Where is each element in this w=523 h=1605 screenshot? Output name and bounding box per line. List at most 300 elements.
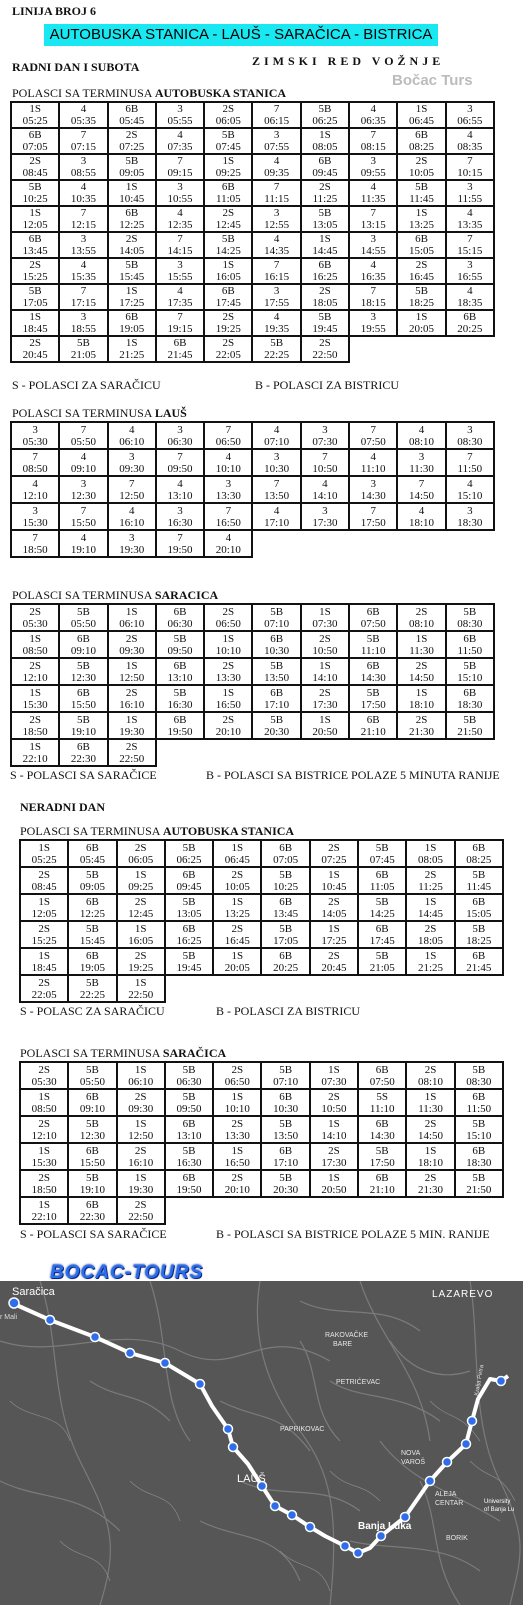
departure-cell — [301, 102, 349, 128]
departure-cell — [397, 476, 445, 503]
departure-line-code: 6B — [125, 103, 139, 115]
departure-time: 12:50 — [119, 671, 145, 684]
departure-cell — [446, 503, 494, 530]
departure-line-code: 6B — [375, 868, 389, 881]
departure-time: 08:35 — [457, 141, 483, 153]
stop-marker[interactable] — [341, 1542, 350, 1551]
timetable-row — [11, 631, 494, 658]
departure-cell — [349, 232, 397, 258]
departure-line-code: 2S — [29, 659, 41, 672]
departure-line-code: 4 — [273, 311, 280, 323]
departure-time: 11:05 — [369, 880, 395, 893]
departure-line-code: 7 — [370, 504, 376, 517]
stop-marker[interactable] — [46, 1316, 55, 1325]
departure-line-code: 7 — [128, 477, 135, 490]
departure-time: 09:50 — [167, 644, 193, 657]
departure-time: 10:25 — [22, 193, 48, 205]
departure-cell — [204, 631, 252, 658]
departure-time: 22:50 — [128, 1210, 154, 1223]
departure-cell — [397, 180, 445, 206]
departure-line-code: 6B — [375, 1117, 389, 1130]
departure-time: 10:10 — [215, 462, 241, 475]
departure-cell — [204, 310, 252, 336]
departure-cell — [406, 840, 454, 867]
departure-line-code: 7 — [177, 450, 183, 463]
departure-cell — [358, 1170, 406, 1197]
departure-cell — [446, 712, 494, 739]
departure-line-code: 2S — [231, 868, 244, 881]
departure-line-code: 2S — [328, 949, 340, 962]
departure-line-code: 6B — [318, 155, 332, 167]
departure-line-code: 2S — [125, 632, 138, 645]
empty-cell — [165, 1197, 213, 1224]
departure-time: 15:30 — [22, 698, 48, 711]
departure-cell — [156, 154, 204, 180]
departure-line-code: 1S — [125, 337, 138, 349]
departure-line-code: 3 — [32, 504, 38, 517]
departure-line-code: 4 — [177, 207, 183, 219]
departure-time: 05:35 — [70, 115, 96, 127]
empty-cell — [204, 739, 252, 766]
departure-time: 18:10 — [408, 698, 435, 711]
departure-cell — [349, 422, 397, 449]
departure-line-code: 1S — [231, 949, 244, 962]
stop-marker[interactable] — [196, 1380, 205, 1389]
departure-line-code: 6B — [463, 311, 477, 323]
departure-line-code: 3 — [80, 311, 87, 323]
departure-cell — [397, 604, 445, 631]
stop-marker[interactable] — [229, 1443, 238, 1452]
departure-cell — [406, 1062, 454, 1089]
departure-line-code: 6B — [375, 922, 389, 935]
departure-time: 19:10 — [70, 725, 96, 738]
departure-line-code: 2S — [134, 949, 147, 962]
departure-time: 14:05 — [321, 907, 347, 920]
departure-line-code: 1S — [319, 129, 331, 141]
timetable-row — [11, 206, 494, 232]
departure-line-code: 6B — [86, 1198, 99, 1211]
departure-time: 13:55 — [70, 245, 96, 257]
departure-cell — [301, 449, 349, 476]
departure-time: 20:10 — [215, 543, 241, 556]
departure-time: 08:15 — [360, 141, 386, 153]
departure-line-code: 4 — [370, 450, 376, 463]
departure-line-code: 1S — [424, 1144, 437, 1157]
departure-cell — [117, 1062, 165, 1089]
departure-cell — [252, 128, 300, 154]
route-stops — [9, 1298, 506, 1558]
departure-time: 05:55 — [167, 115, 193, 127]
departure-time: 08:50 — [22, 644, 48, 657]
departure-line-code: 1S — [29, 686, 41, 699]
departure-time: 21:50 — [457, 725, 483, 738]
departure-line-code: 4 — [370, 259, 376, 271]
stop-marker[interactable] — [306, 1523, 315, 1532]
departure-cell — [59, 336, 107, 362]
departure-line-code: 4 — [273, 155, 280, 167]
departure-line-code: 5B — [182, 841, 196, 854]
departure-cell — [156, 503, 204, 530]
departure-line-code: 3 — [467, 504, 473, 517]
departure-cell — [108, 154, 156, 180]
departure-cell — [213, 921, 261, 948]
departure-cell — [301, 128, 349, 154]
route-map[interactable] — [0, 1281, 523, 1605]
timetable-row — [11, 530, 494, 557]
departure-time: 12:35 — [167, 219, 193, 231]
departure-cell — [117, 1197, 165, 1224]
departure-time: 08:10 — [417, 1075, 444, 1088]
departure-time: 06:05 — [128, 853, 154, 866]
departure-cell — [204, 232, 252, 258]
departure-time: 18:55 — [70, 323, 96, 335]
departure-cell — [165, 840, 213, 867]
stop-marker[interactable] — [462, 1440, 471, 1449]
departure-time: 05:25 — [31, 853, 57, 866]
departure-time: 22:50 — [119, 752, 145, 765]
map-label-petricevac: PETRIĆEVAC — [336, 1379, 381, 1386]
stop-marker[interactable] — [224, 1425, 233, 1434]
departure-line-code: 6B — [125, 207, 139, 219]
departure-time: 18:30 — [457, 516, 483, 529]
departure-time: 08:30 — [457, 435, 483, 448]
stop-marker[interactable] — [271, 1502, 280, 1511]
departure-time: 20:10 — [215, 725, 241, 738]
departure-time: 22:25 — [79, 988, 105, 1001]
departure-time: 17:10 — [264, 698, 290, 711]
departure-line-code: 5B — [125, 155, 139, 167]
departure-line-code: 6B — [77, 686, 90, 699]
departure-time: 22:10 — [31, 1210, 57, 1223]
departure-cell — [397, 631, 445, 658]
stop-marker[interactable] — [468, 1417, 477, 1426]
legend-b: B - POLASCI SA BISTRICE POLAZE 5 MIN. RANIJE — [216, 1227, 490, 1241]
departure-time: 16:50 — [215, 516, 241, 529]
departure-line-code: 4 — [80, 181, 87, 193]
departure-time: 09:45 — [176, 880, 202, 893]
departure-cell — [11, 102, 59, 128]
timetable-row — [11, 284, 494, 310]
departure-line-code: 3 — [322, 504, 328, 517]
departure-line-code: 6B — [28, 129, 42, 141]
departure-cell — [11, 128, 59, 154]
departure-time: 19:45 — [312, 323, 338, 335]
departure-time: 15:50 — [70, 516, 96, 529]
departure-time: 07:25 — [119, 141, 145, 153]
timetable-row — [20, 894, 503, 921]
departure-cell — [11, 712, 59, 739]
departure-time: 16:25 — [312, 271, 338, 283]
departure-cell — [349, 503, 397, 530]
departure-cell — [117, 1143, 165, 1170]
departure-time: 21:05 — [369, 961, 395, 974]
departure-line-code: 4 — [128, 423, 135, 436]
departure-cell — [358, 1143, 406, 1170]
departure-cell — [310, 1062, 358, 1089]
departure-cell — [59, 422, 107, 449]
departure-line-code: 3 — [273, 450, 280, 463]
departure-line-code: 6B — [182, 1117, 196, 1130]
departure-line-code: 5B — [279, 1171, 293, 1184]
departure-cell — [349, 102, 397, 128]
departure-time: 06:35 — [360, 115, 386, 127]
legend-holiday-saracica — [20, 1227, 523, 1243]
departure-cell — [446, 631, 494, 658]
departure-cell — [455, 867, 503, 894]
timetable-row — [20, 1089, 503, 1116]
departure-time: 11:50 — [457, 462, 483, 475]
departure-line-code: 4 — [225, 450, 232, 463]
departure-time: 20:30 — [273, 1183, 299, 1196]
departure-line-code: 4 — [225, 531, 232, 544]
departure-time: 17:10 — [264, 516, 290, 529]
departure-time: 06:50 — [215, 435, 241, 448]
departure-cell — [156, 310, 204, 336]
departure-line-code: 4 — [467, 129, 473, 141]
departure-line-code: 5B — [182, 895, 196, 908]
departure-cell — [204, 284, 252, 310]
empty-cell — [301, 530, 349, 557]
departure-cell — [108, 449, 156, 476]
departure-line-code: 2S — [424, 1117, 437, 1130]
departure-line-code: 4 — [177, 477, 183, 490]
departure-time: 21:10 — [360, 725, 386, 738]
departure-time: 16:10 — [128, 1156, 154, 1169]
stop-marker[interactable] — [354, 1549, 363, 1558]
departure-cell — [397, 284, 445, 310]
departure-line-code: 1S — [328, 1063, 340, 1076]
departure-line-code: 2S — [231, 922, 244, 935]
departure-time: 09:05 — [79, 880, 105, 893]
departure-line-code: 5B — [366, 686, 380, 699]
departure-cell — [68, 894, 116, 921]
departure-line-code: 2S — [319, 686, 331, 699]
departure-cell — [117, 1170, 165, 1197]
departure-time: 08:45 — [31, 880, 57, 893]
departure-line-code: 2S — [222, 605, 235, 618]
timetable-row — [11, 128, 494, 154]
departure-cell — [108, 685, 156, 712]
departure-cell — [11, 284, 59, 310]
departure-line-code: 5B — [375, 949, 389, 962]
departure-line-code: 1S — [319, 233, 331, 245]
departure-cell — [358, 867, 406, 894]
stop-marker[interactable] — [443, 1458, 452, 1467]
departure-line-code: 2S — [222, 337, 235, 349]
departure-time: 22:50 — [312, 349, 338, 361]
departure-line-code: 3 — [177, 504, 183, 517]
map-label-borik: BORIK — [446, 1535, 468, 1542]
departure-time: 12:45 — [215, 219, 241, 231]
departure-line-code: 4 — [128, 504, 135, 517]
departure-cell — [252, 503, 300, 530]
departure-time: 16:55 — [457, 271, 483, 283]
departure-line-code: 7 — [273, 103, 280, 115]
departure-time: 16:30 — [167, 516, 193, 529]
timetable-row — [20, 1143, 503, 1170]
holiday-label: NERADNI DAN — [20, 800, 106, 814]
stop-marker[interactable] — [91, 1333, 100, 1342]
departure-time: 13:35 — [457, 219, 483, 231]
departure-time: 09:30 — [119, 462, 145, 475]
departure-line-code: 3 — [128, 531, 135, 544]
departure-line-code: 4 — [177, 129, 183, 141]
departure-time: 10:10 — [215, 644, 241, 657]
departure-time: 22:25 — [264, 349, 290, 361]
departure-time: 15:05 — [408, 245, 435, 257]
departure-line-code: 6B — [86, 841, 99, 854]
timetable-weekday-laus — [10, 421, 495, 558]
departure-line-code: 5B — [318, 207, 332, 219]
departure-line-code: 2S — [424, 922, 437, 935]
departure-time: 08:25 — [466, 853, 492, 866]
stop-marker[interactable] — [426, 1477, 435, 1486]
departure-cell — [68, 1197, 116, 1224]
departure-cell — [349, 449, 397, 476]
empty-cell — [446, 739, 494, 766]
departure-line-code: 1S — [415, 686, 428, 699]
departure-cell — [117, 921, 165, 948]
departure-time: 11:15 — [264, 193, 289, 205]
departure-cell — [117, 867, 165, 894]
departure-time: 06:10 — [128, 1075, 154, 1088]
departure-cell — [108, 712, 156, 739]
empty-cell — [455, 975, 503, 1002]
departure-time: 06:30 — [176, 1075, 202, 1088]
stop-marker[interactable] — [288, 1511, 297, 1520]
departure-cell — [11, 739, 59, 766]
departure-line-code: 6B — [270, 686, 284, 699]
departure-cell — [310, 840, 358, 867]
departure-line-code: 5B — [415, 181, 428, 193]
departure-time: 21:30 — [408, 725, 435, 738]
departure-line-code: 4 — [80, 103, 87, 115]
departure-line-code: 7 — [467, 233, 473, 245]
departure-time: 09:50 — [176, 1102, 202, 1115]
departure-time: 17:15 — [70, 297, 96, 309]
departure-time: 19:05 — [79, 961, 105, 974]
departure-time: 13:45 — [22, 245, 48, 257]
departure-line-code: 5B — [472, 922, 486, 935]
departure-line-code: 5B — [270, 337, 284, 349]
departure-line-code: 6B — [375, 1171, 389, 1184]
departure-cell — [156, 685, 204, 712]
stop-marker[interactable] — [377, 1532, 386, 1541]
stop-marker[interactable] — [497, 1377, 506, 1386]
departure-time: 18:45 — [31, 961, 57, 974]
departure-cell — [446, 232, 494, 258]
departure-line-code: 2S — [38, 1117, 50, 1130]
departure-time: 11:45 — [466, 880, 492, 893]
departure-line-code: 2S — [29, 713, 41, 726]
departure-line-code: 3 — [177, 181, 183, 193]
departure-cell — [11, 503, 59, 530]
departure-time: 07:30 — [312, 617, 338, 630]
departure-time: 22:30 — [79, 1210, 105, 1223]
departure-time: 16:30 — [176, 1156, 202, 1169]
stop-marker[interactable] — [9, 1298, 19, 1308]
legend-s: S - POLASCI SA SARAČICE — [20, 1227, 167, 1241]
departure-time: 07:55 — [264, 141, 290, 153]
section-title-holiday-saracica: POLASCI SA TERMINUSA SARAČICA — [20, 1046, 227, 1060]
departure-time: 07:35 — [167, 141, 193, 153]
departure-cell — [204, 206, 252, 232]
departure-line-code: 5B — [472, 1117, 486, 1130]
departure-cell — [204, 685, 252, 712]
departure-cell — [358, 1062, 406, 1089]
departure-cell — [59, 102, 107, 128]
departure-line-code: 7 — [80, 423, 87, 436]
departure-time: 05:45 — [79, 853, 105, 866]
departure-cell — [68, 1116, 116, 1143]
stop-marker[interactable] — [161, 1359, 170, 1368]
departure-cell — [20, 1062, 68, 1089]
departure-line-code: 2S — [328, 841, 340, 854]
timetable-row — [11, 503, 494, 530]
departure-time: 14:35 — [264, 245, 290, 257]
departure-time: 09:30 — [119, 644, 145, 657]
departure-cell — [349, 180, 397, 206]
departure-time: 10:45 — [119, 193, 145, 205]
departure-cell — [252, 258, 300, 284]
departure-line-code: 1S — [29, 103, 41, 115]
departure-time: 13:30 — [215, 489, 241, 502]
departure-cell — [59, 476, 107, 503]
departure-cell — [349, 685, 397, 712]
legend-weekday-autobuska — [12, 378, 522, 394]
departure-line-code: 1S — [222, 155, 235, 167]
departure-time: 05:30 — [31, 1075, 57, 1088]
stop-marker[interactable] — [126, 1349, 135, 1358]
departure-line-code: 3 — [467, 423, 473, 436]
departure-line-code: 2S — [125, 740, 138, 753]
departure-line-code: 1S — [231, 895, 244, 908]
departure-time: 06:05 — [215, 115, 241, 127]
departure-time: 22:50 — [128, 988, 154, 1001]
departure-cell — [11, 232, 59, 258]
departure-time: 17:35 — [167, 297, 193, 309]
departure-cell — [165, 1170, 213, 1197]
departure-time: 16:10 — [119, 516, 145, 529]
departure-time: 18:45 — [22, 323, 48, 335]
empty-cell — [156, 739, 204, 766]
departure-cell — [310, 1116, 358, 1143]
departure-line-code: 2S — [125, 686, 138, 699]
departure-line-code: 6B — [415, 233, 428, 245]
departure-cell — [446, 476, 494, 503]
departure-time: 13:10 — [176, 1129, 202, 1142]
departure-cell — [11, 631, 59, 658]
departure-cell — [156, 206, 204, 232]
departure-cell — [397, 258, 445, 284]
empty-cell — [252, 530, 300, 557]
departure-time: 08:50 — [31, 1102, 57, 1115]
departure-cell — [455, 894, 503, 921]
departure-line-code: 6B — [472, 895, 486, 908]
departure-cell — [156, 530, 204, 557]
departure-time: 19:25 — [215, 323, 241, 335]
departure-time: 12:15 — [70, 219, 96, 231]
timetable-row — [20, 867, 503, 894]
departure-time: 18:15 — [360, 297, 386, 309]
departure-cell — [213, 948, 261, 975]
departure-time: 20:45 — [321, 961, 347, 974]
departure-time: 15:10 — [457, 489, 483, 502]
departure-line-code: 5B — [173, 632, 187, 645]
empty-cell — [349, 530, 397, 557]
departure-time: 13:15 — [360, 219, 386, 231]
departure-line-code: 5B — [270, 713, 284, 726]
